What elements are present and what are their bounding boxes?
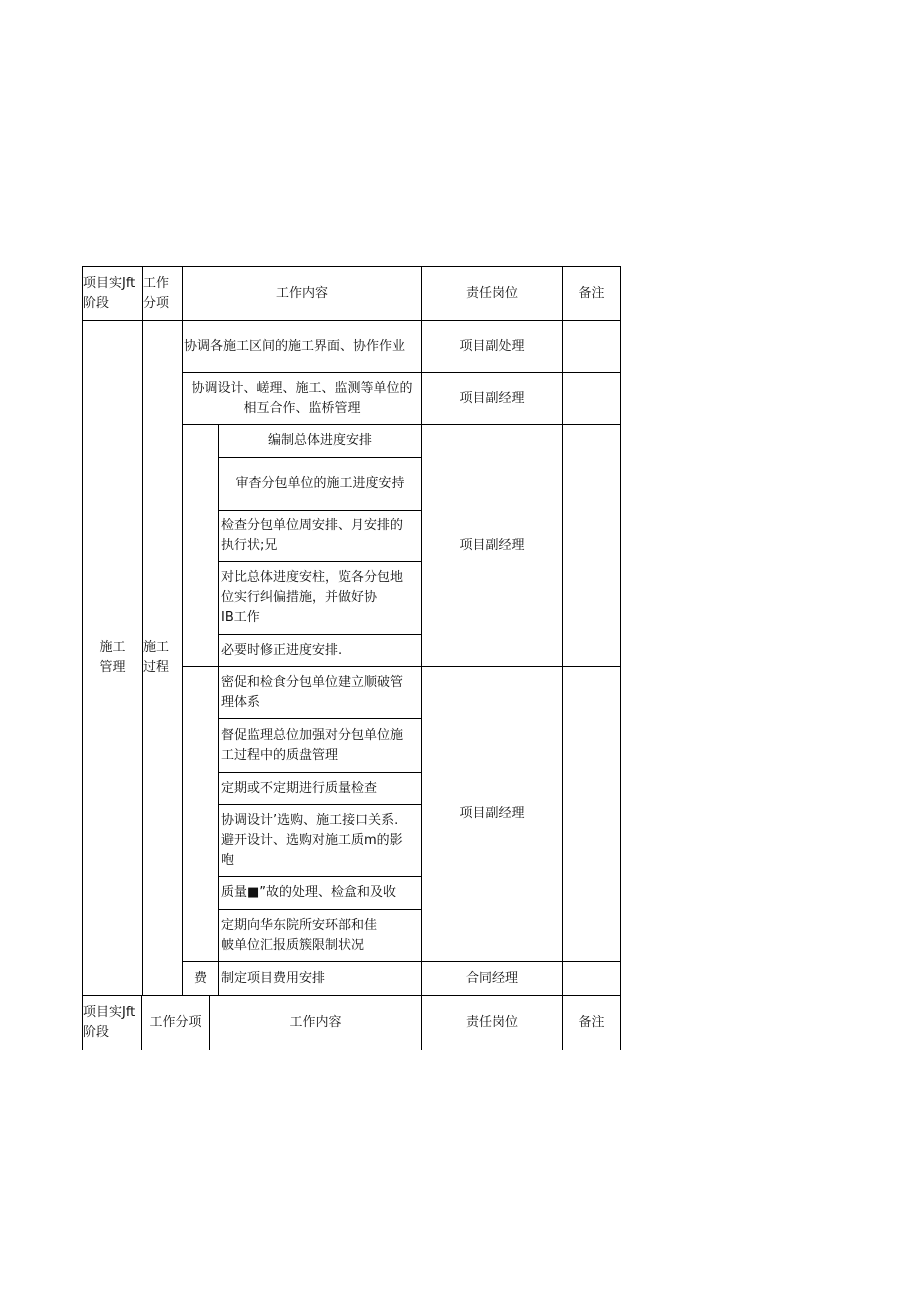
schedule-item: 审杳分包单位的施工进度安持 <box>235 476 405 491</box>
schedule-item: 对比总体进度安柱，览各分包地 位实行纠偏措施，并做好协 IB工作 <box>221 570 404 625</box>
position-cell: 项目副处理 <box>459 338 525 354</box>
content-cell: 协调各施工区间的施工界面、协作作业 <box>184 338 406 354</box>
content-cell: 协调设计、嵯理、施工、监测等单位的 相互合作、监桥管理 <box>191 380 413 416</box>
quality-item: 督促监理总位加强对分包单位施 工过程中的质盘管理 <box>221 727 404 763</box>
header-remark: 备注 <box>578 285 605 301</box>
col-border <box>620 266 621 1050</box>
quality-item: 协调设计’选购、施工接口关系. 避开设计、选购对施工质m的影 咆 <box>221 812 403 868</box>
header-sub-item: 工作 分项 <box>143 275 170 311</box>
schedule-item: 编制总体进度安排 <box>267 433 372 448</box>
footer-header-position: 责任岗位 <box>465 1015 518 1030</box>
sub-item-cell: 施工 过程 <box>143 640 170 675</box>
schedule-item: 必要时修正进度安排. <box>221 642 343 658</box>
cost-content-cell: 制定项目费用安排 <box>221 970 326 986</box>
header-position: 责任岗位 <box>465 285 518 301</box>
cost-label-cell: 费 <box>193 970 207 986</box>
footer-header-sub-item: 工作分项 <box>149 1015 202 1030</box>
cost-position-cell: 合同经理 <box>465 970 518 986</box>
schedule-position-cell: 项目副经理 <box>459 537 525 553</box>
quality-item: 定期或不定期进行质量检查 <box>221 780 378 796</box>
stage-cell: 施工 管理 <box>99 640 126 675</box>
position-cell: 项目副经理 <box>459 390 525 406</box>
quality-item: 质量■”故的处理、检盒和及收 <box>221 885 397 900</box>
footer-header-content: 工作内容 <box>289 1015 342 1030</box>
quality-item: 定期向华东院所安环部和佳 帔单位汇报质簇限制状况 <box>221 917 378 953</box>
header-content: 工作内容 <box>275 285 328 301</box>
footer-header-stage: 项目实Jft 阶段 <box>83 1005 136 1040</box>
header-stage: 项目实Jft 阶段 <box>83 275 136 311</box>
quality-position-cell: 项目副经理 <box>459 806 525 821</box>
quality-item: 密促和检食分包单位建立顺破管 理体系 <box>221 674 404 710</box>
schedule-item: 检查分包单位周安排、月安排的 执行状;兄 <box>221 518 404 553</box>
col-border <box>562 266 563 1050</box>
footer-header-remark: 备注 <box>578 1015 605 1030</box>
